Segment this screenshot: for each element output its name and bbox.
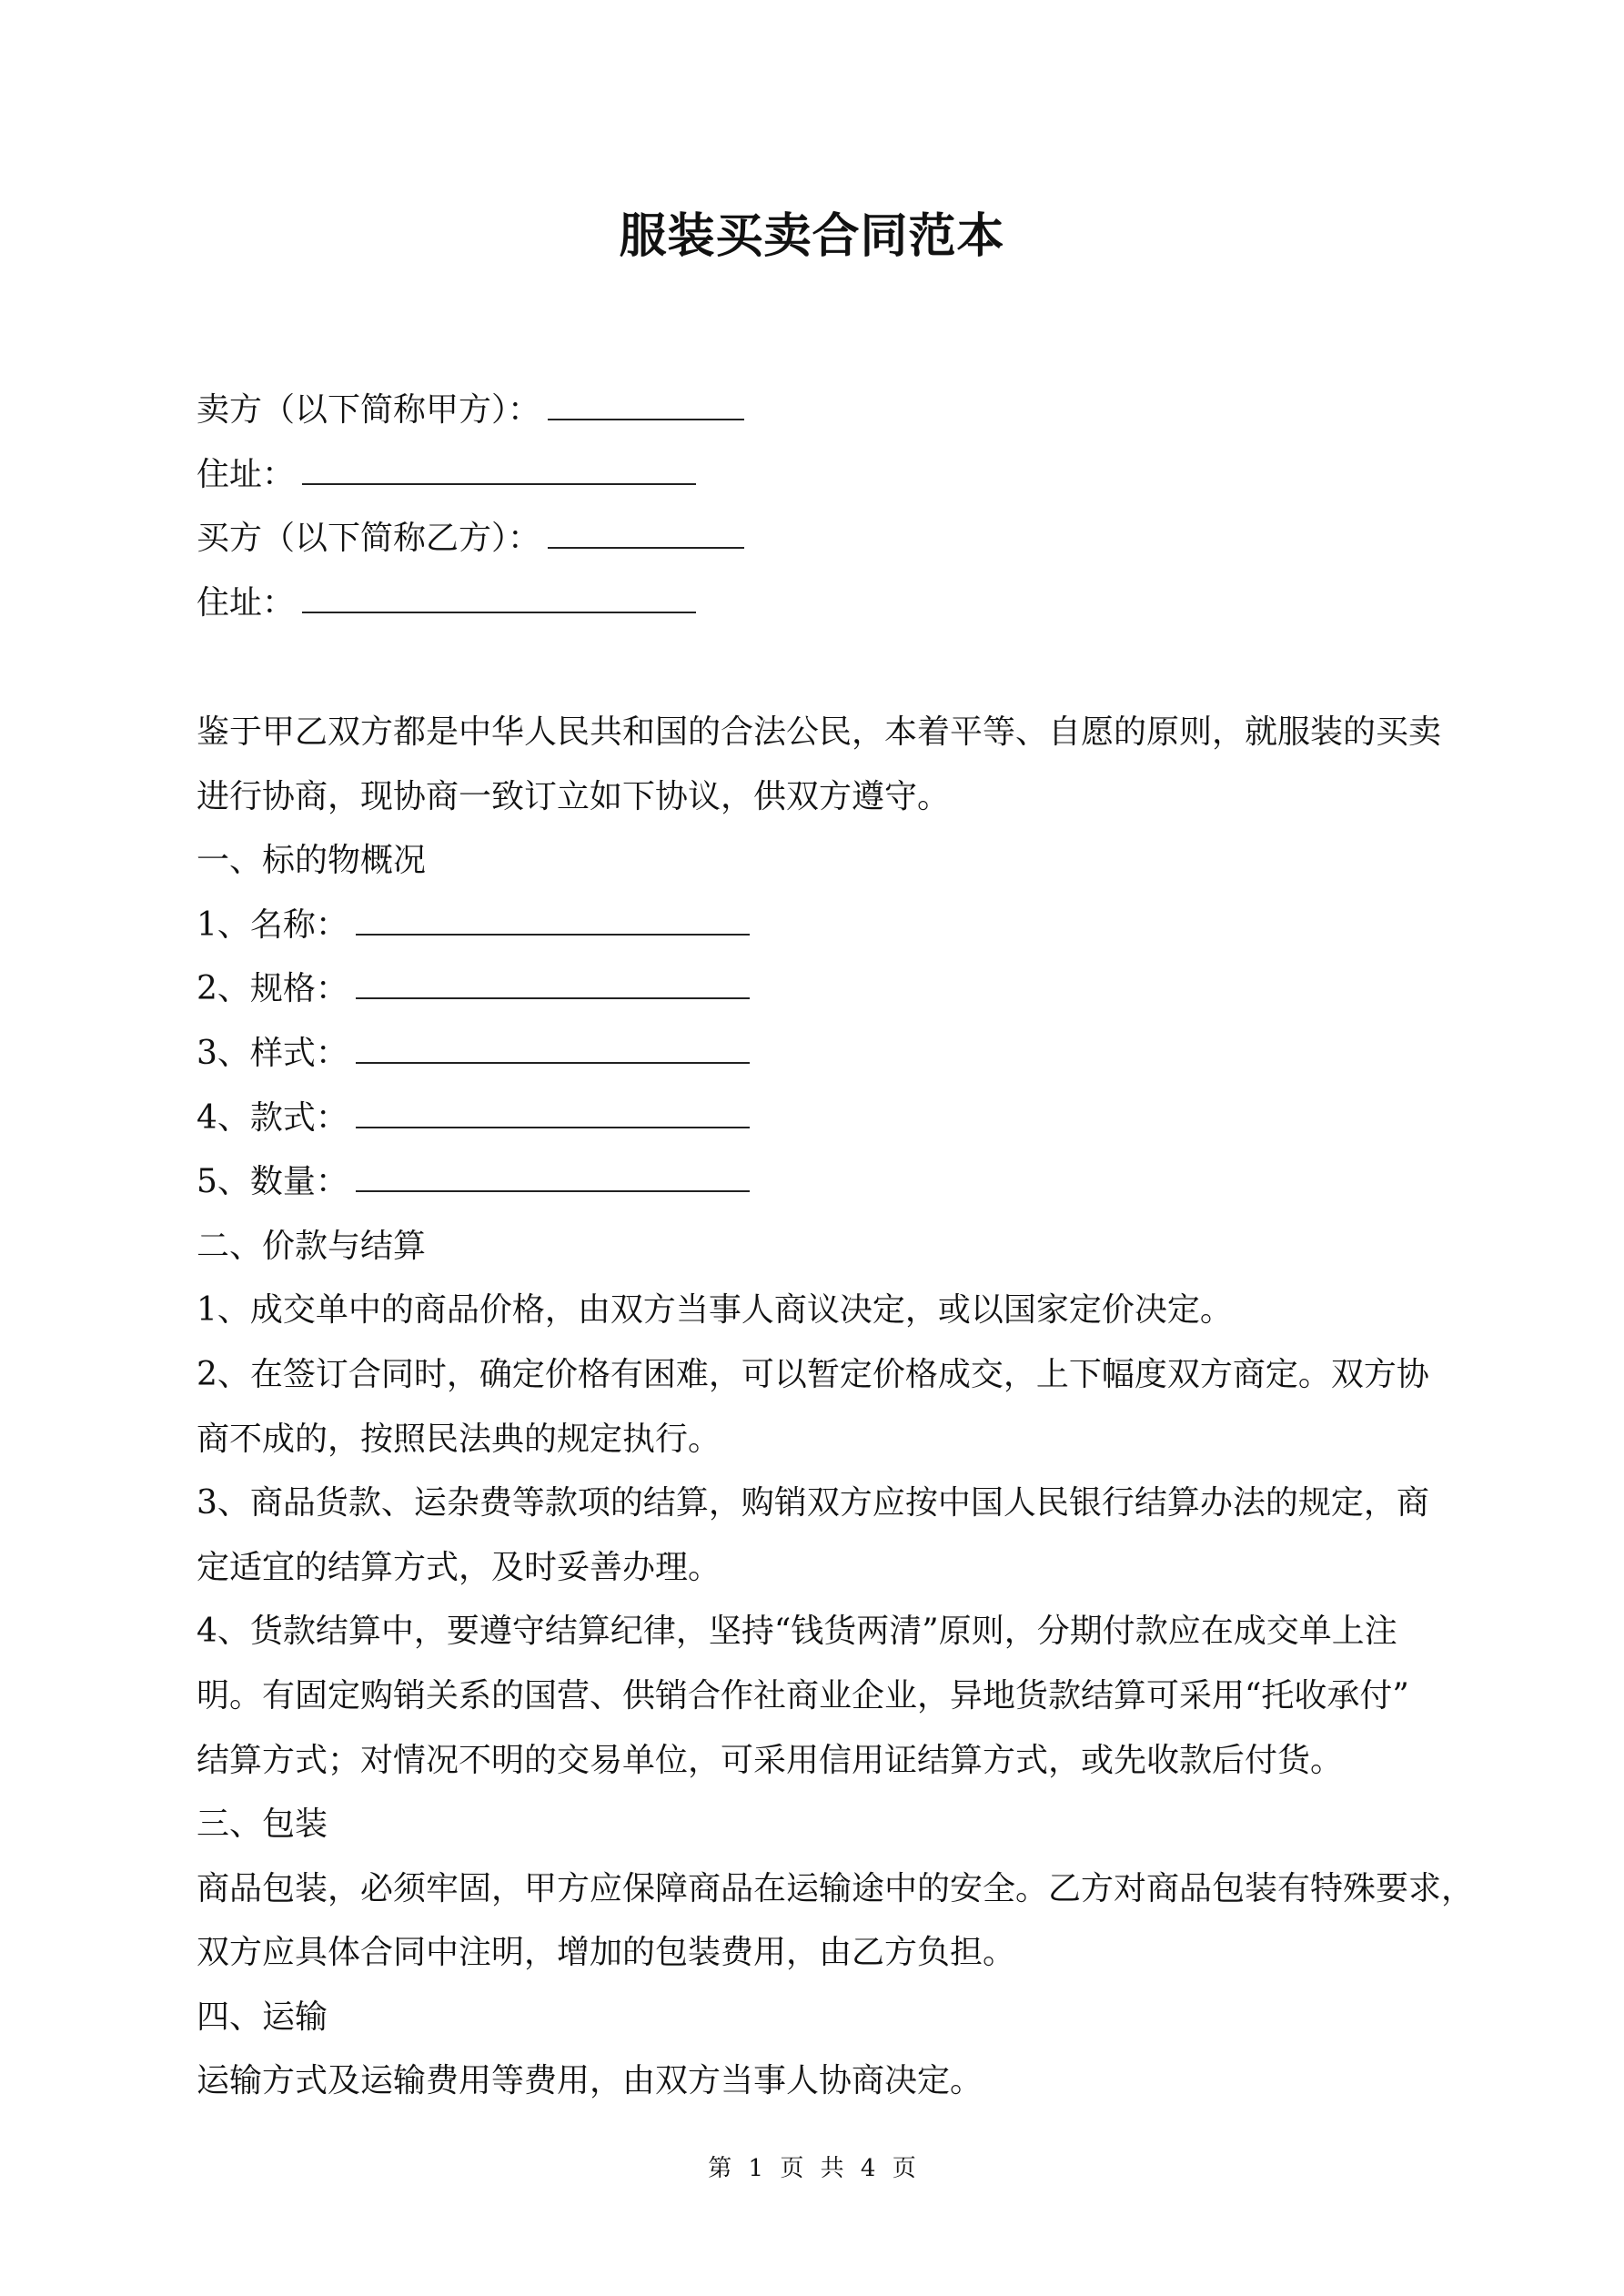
item-quantity-blank[interactable] — [356, 1189, 750, 1192]
item-style-label: 3、样式： — [197, 1034, 348, 1072]
section-heading: 一、标的物概况 — [197, 842, 427, 880]
buyer-blank[interactable] — [548, 546, 744, 549]
item-style-blank[interactable] — [356, 1061, 750, 1064]
parties-block — [197, 379, 1443, 635]
section-heading: 三、包装 — [197, 1805, 328, 1844]
seller-line — [197, 379, 1443, 443]
body-line: 定适宜的结算方式，及时妥善办理。 — [197, 1548, 721, 1586]
buyer-address-blank[interactable] — [302, 611, 696, 613]
body-line: 结算方式；对情况不明的交易单位，可采用信用证结算方式，或先收款后付货。 — [197, 1741, 1344, 1779]
seller-blank[interactable] — [548, 418, 744, 420]
item-model-blank[interactable] — [356, 1126, 750, 1128]
page-number-footer: 第 1 页 共 4 页 — [708, 2155, 916, 2182]
item-quantity-label: 5、数量： — [197, 1163, 348, 1201]
body-line: 进行协商，现协商一致订立如下协议，供双方遵守。 — [197, 777, 951, 815]
item-spec-blank[interactable] — [356, 996, 750, 999]
contract-body — [197, 701, 1475, 2114]
body-line: 鉴于甲乙双方都是中华人民共和国的合法公民，本着平等、自愿的原则，就服装的买卖 — [197, 713, 1442, 751]
seller-label: 卖方（以下简称甲方）： — [197, 391, 541, 429]
item-name-blank[interactable] — [356, 933, 750, 936]
body-line: 4、货款结算中，要遵守结算纪律，坚持“钱货两清”原则，分期付款应在成交单上注 — [197, 1613, 1397, 1651]
item-model-line — [197, 1087, 1443, 1151]
body-line: 3、商品货款、运杂费等款项的结算，购销双方应按中国人民银行结算办法的规定，商 — [197, 1484, 1429, 1522]
body-line: 1、成交单中的商品价格，由双方当事人商议决定，或以国家定价决定。 — [197, 1291, 1233, 1330]
section-heading: 四、运输 — [197, 1998, 328, 2036]
body-line: 2、在签订合同时，确定价格有困难，可以暂定价格成交，上下幅度双方商定。双方协 — [197, 1355, 1429, 1393]
body-line: 双方应具体合同中注明，增加的包装费用，由乙方负担。 — [197, 1934, 1016, 1972]
item-name-line — [197, 894, 1443, 958]
buyer-label: 买方（以下简称乙方）： — [197, 520, 541, 558]
section-heading: 二、价款与结算 — [197, 1227, 427, 1265]
seller-address-blank[interactable] — [302, 482, 696, 485]
seller-address-line — [197, 443, 1443, 508]
buyer-address-label: 住址： — [197, 583, 296, 622]
item-style-line — [197, 1022, 1443, 1087]
buyer-line — [197, 507, 1443, 571]
seller-address-label: 住址： — [197, 455, 296, 493]
body-line: 商不成的，按照民法典的规定执行。 — [197, 1420, 721, 1458]
body-line: 商品包装，必须牢固，甲方应保障商品在运输途中的安全。乙方对商品包装有特殊要求， — [197, 1869, 1475, 1907]
buyer-address-line — [197, 571, 1443, 636]
item-spec-label: 2、规格： — [197, 970, 348, 1008]
item-name-label: 1、名称： — [197, 905, 348, 944]
document-title: 服装买卖合同范本 — [619, 208, 1005, 264]
item-quantity-line — [197, 1150, 1443, 1215]
item-model-label: 4、款式： — [197, 1098, 348, 1137]
body-line: 明。有固定购销关系的国营、供销合作社商业企业，异地货款结算可采用“托收承付” — [197, 1676, 1409, 1714]
body-line: 运输方式及运输费用等费用，由双方当事人协商决定。 — [197, 2062, 983, 2100]
item-spec-line — [197, 957, 1443, 1022]
